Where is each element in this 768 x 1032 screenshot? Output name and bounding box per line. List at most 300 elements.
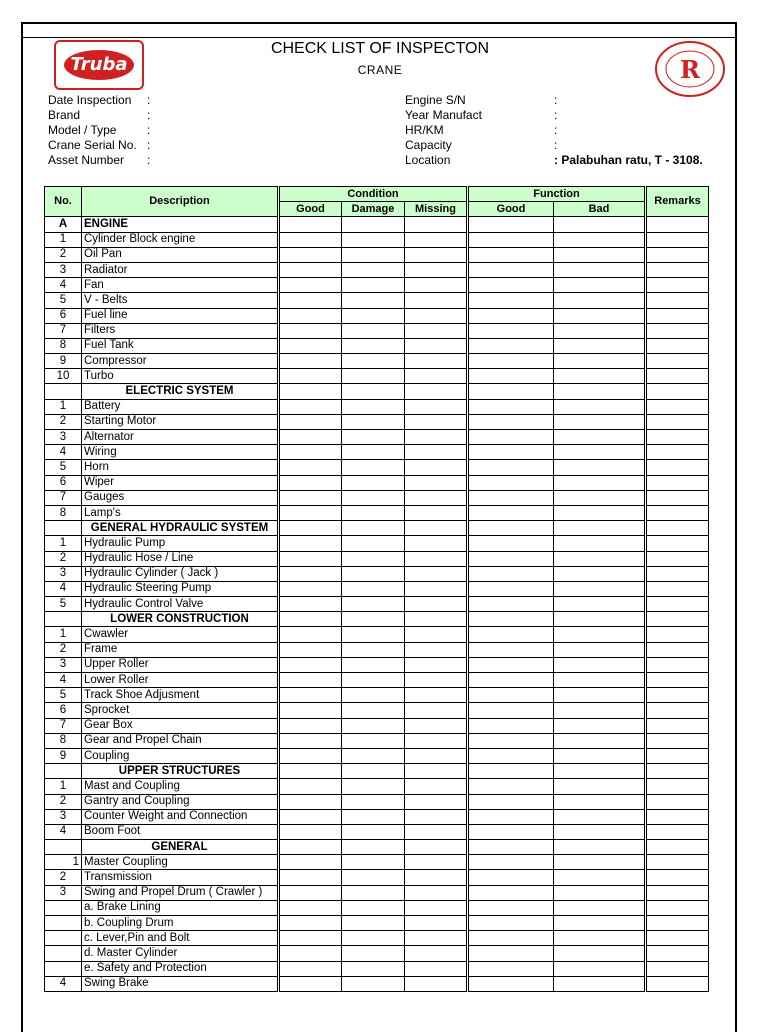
check-cell[interactable]	[280, 475, 342, 490]
check-cell[interactable]	[647, 870, 709, 885]
check-cell[interactable]	[469, 900, 554, 915]
check-cell[interactable]	[342, 900, 405, 915]
check-cell[interactable]	[405, 718, 467, 733]
check-cell[interactable]	[405, 809, 467, 824]
check-cell[interactable]	[469, 384, 554, 399]
check-cell[interactable]	[280, 445, 342, 460]
check-cell[interactable]	[342, 885, 405, 900]
check-cell[interactable]	[554, 718, 645, 733]
check-cell[interactable]	[554, 885, 645, 900]
check-cell[interactable]	[469, 430, 554, 445]
check-cell[interactable]	[647, 323, 709, 338]
check-cell[interactable]	[280, 794, 342, 809]
check-cell[interactable]	[342, 946, 405, 961]
check-cell[interactable]	[469, 551, 554, 566]
check-cell[interactable]	[469, 961, 554, 976]
check-cell[interactable]	[280, 612, 342, 627]
check-cell[interactable]	[342, 566, 405, 581]
check-cell[interactable]	[469, 794, 554, 809]
check-cell[interactable]	[469, 764, 554, 779]
check-cell[interactable]	[280, 931, 342, 946]
check-cell[interactable]	[647, 733, 709, 748]
check-cell[interactable]	[469, 217, 554, 232]
check-cell[interactable]	[280, 384, 342, 399]
check-cell[interactable]	[469, 642, 554, 657]
check-cell[interactable]	[554, 551, 645, 566]
check-cell[interactable]	[342, 976, 405, 991]
check-cell[interactable]	[342, 733, 405, 748]
check-cell[interactable]	[647, 916, 709, 931]
check-cell[interactable]	[405, 779, 467, 794]
check-cell[interactable]	[280, 581, 342, 596]
check-cell[interactable]	[405, 885, 467, 900]
check-cell[interactable]	[405, 581, 467, 596]
check-cell[interactable]	[647, 293, 709, 308]
check-cell[interactable]	[469, 293, 554, 308]
check-cell[interactable]	[342, 475, 405, 490]
check-cell[interactable]	[342, 779, 405, 794]
check-cell[interactable]	[405, 521, 467, 536]
check-cell[interactable]	[647, 946, 709, 961]
check-cell[interactable]	[647, 445, 709, 460]
check-cell[interactable]	[469, 505, 554, 520]
check-cell[interactable]	[647, 308, 709, 323]
check-cell[interactable]	[342, 764, 405, 779]
check-cell[interactable]	[280, 521, 342, 536]
check-cell[interactable]	[647, 414, 709, 429]
check-cell[interactable]	[554, 354, 645, 369]
check-cell[interactable]	[469, 354, 554, 369]
check-cell[interactable]	[280, 779, 342, 794]
check-cell[interactable]	[554, 673, 645, 688]
check-cell[interactable]	[405, 505, 467, 520]
check-cell[interactable]	[405, 840, 467, 855]
check-cell[interactable]	[554, 247, 645, 262]
check-cell[interactable]	[280, 338, 342, 353]
check-cell[interactable]	[280, 885, 342, 900]
check-cell[interactable]	[554, 824, 645, 839]
check-cell[interactable]	[554, 399, 645, 414]
check-cell[interactable]	[469, 597, 554, 612]
check-cell[interactable]	[342, 293, 405, 308]
check-cell[interactable]	[469, 338, 554, 353]
check-cell[interactable]	[469, 703, 554, 718]
check-cell[interactable]	[554, 338, 645, 353]
check-cell[interactable]	[647, 688, 709, 703]
check-cell[interactable]	[342, 414, 405, 429]
check-cell[interactable]	[647, 338, 709, 353]
check-cell[interactable]	[647, 824, 709, 839]
check-cell[interactable]	[280, 597, 342, 612]
check-cell[interactable]	[342, 597, 405, 612]
check-cell[interactable]	[405, 976, 467, 991]
check-cell[interactable]	[342, 536, 405, 551]
check-cell[interactable]	[469, 840, 554, 855]
check-cell[interactable]	[554, 217, 645, 232]
check-cell[interactable]	[647, 885, 709, 900]
check-cell[interactable]	[469, 673, 554, 688]
check-cell[interactable]	[280, 551, 342, 566]
check-cell[interactable]	[554, 688, 645, 703]
check-cell[interactable]	[647, 521, 709, 536]
check-cell[interactable]	[342, 354, 405, 369]
check-cell[interactable]	[342, 399, 405, 414]
check-cell[interactable]	[554, 931, 645, 946]
check-cell[interactable]	[469, 688, 554, 703]
check-cell[interactable]	[280, 217, 342, 232]
check-cell[interactable]	[280, 505, 342, 520]
check-cell[interactable]	[280, 764, 342, 779]
check-cell[interactable]	[554, 657, 645, 672]
check-cell[interactable]	[554, 308, 645, 323]
check-cell[interactable]	[647, 581, 709, 596]
check-cell[interactable]	[342, 931, 405, 946]
check-cell[interactable]	[405, 338, 467, 353]
check-cell[interactable]	[554, 748, 645, 763]
check-cell[interactable]	[554, 870, 645, 885]
check-cell[interactable]	[647, 354, 709, 369]
check-cell[interactable]	[405, 460, 467, 475]
check-cell[interactable]	[280, 430, 342, 445]
check-cell[interactable]	[554, 627, 645, 642]
check-cell[interactable]	[469, 627, 554, 642]
check-cell[interactable]	[405, 278, 467, 293]
check-cell[interactable]	[554, 460, 645, 475]
check-cell[interactable]	[280, 809, 342, 824]
check-cell[interactable]	[342, 748, 405, 763]
check-cell[interactable]	[405, 961, 467, 976]
check-cell[interactable]	[342, 505, 405, 520]
check-cell[interactable]	[405, 308, 467, 323]
check-cell[interactable]	[647, 384, 709, 399]
check-cell[interactable]	[554, 916, 645, 931]
check-cell[interactable]	[342, 551, 405, 566]
check-cell[interactable]	[469, 490, 554, 505]
check-cell[interactable]	[342, 718, 405, 733]
check-cell[interactable]	[647, 475, 709, 490]
check-cell[interactable]	[469, 779, 554, 794]
check-cell[interactable]	[647, 657, 709, 672]
check-cell[interactable]	[647, 673, 709, 688]
check-cell[interactable]	[647, 566, 709, 581]
check-cell[interactable]	[554, 384, 645, 399]
check-cell[interactable]	[647, 430, 709, 445]
check-cell[interactable]	[280, 703, 342, 718]
check-cell[interactable]	[342, 247, 405, 262]
check-cell[interactable]	[554, 278, 645, 293]
check-cell[interactable]	[280, 688, 342, 703]
check-cell[interactable]	[469, 566, 554, 581]
check-cell[interactable]	[342, 688, 405, 703]
check-cell[interactable]	[469, 976, 554, 991]
check-cell[interactable]	[554, 521, 645, 536]
check-cell[interactable]	[280, 323, 342, 338]
check-cell[interactable]	[469, 278, 554, 293]
check-cell[interactable]	[554, 445, 645, 460]
check-cell[interactable]	[342, 217, 405, 232]
check-cell[interactable]	[647, 642, 709, 657]
check-cell[interactable]	[469, 475, 554, 490]
check-cell[interactable]	[554, 703, 645, 718]
check-cell[interactable]	[405, 551, 467, 566]
check-cell[interactable]	[554, 612, 645, 627]
check-cell[interactable]	[280, 824, 342, 839]
check-cell[interactable]	[280, 460, 342, 475]
check-cell[interactable]	[554, 642, 645, 657]
check-cell[interactable]	[280, 566, 342, 581]
check-cell[interactable]	[554, 262, 645, 277]
check-cell[interactable]	[280, 262, 342, 277]
check-cell[interactable]	[554, 536, 645, 551]
check-cell[interactable]	[469, 657, 554, 672]
check-cell[interactable]	[647, 399, 709, 414]
check-cell[interactable]	[554, 414, 645, 429]
check-cell[interactable]	[280, 536, 342, 551]
check-cell[interactable]	[280, 673, 342, 688]
check-cell[interactable]	[469, 855, 554, 870]
check-cell[interactable]	[554, 323, 645, 338]
check-cell[interactable]	[280, 840, 342, 855]
check-cell[interactable]	[469, 232, 554, 247]
check-cell[interactable]	[647, 855, 709, 870]
check-cell[interactable]	[405, 900, 467, 915]
check-cell[interactable]	[647, 794, 709, 809]
check-cell[interactable]	[405, 445, 467, 460]
check-cell[interactable]	[469, 247, 554, 262]
check-cell[interactable]	[469, 581, 554, 596]
check-cell[interactable]	[342, 232, 405, 247]
check-cell[interactable]	[342, 262, 405, 277]
check-cell[interactable]	[280, 870, 342, 885]
check-cell[interactable]	[405, 247, 467, 262]
check-cell[interactable]	[342, 673, 405, 688]
check-cell[interactable]	[280, 399, 342, 414]
check-cell[interactable]	[342, 642, 405, 657]
check-cell[interactable]	[342, 627, 405, 642]
check-cell[interactable]	[342, 430, 405, 445]
check-cell[interactable]	[469, 369, 554, 384]
check-cell[interactable]	[342, 612, 405, 627]
check-cell[interactable]	[280, 718, 342, 733]
check-cell[interactable]	[342, 657, 405, 672]
check-cell[interactable]	[405, 916, 467, 931]
check-cell[interactable]	[554, 961, 645, 976]
check-cell[interactable]	[280, 976, 342, 991]
check-cell[interactable]	[342, 581, 405, 596]
check-cell[interactable]	[469, 885, 554, 900]
check-cell[interactable]	[647, 369, 709, 384]
check-cell[interactable]	[554, 430, 645, 445]
check-cell[interactable]	[280, 855, 342, 870]
check-cell[interactable]	[405, 612, 467, 627]
check-cell[interactable]	[554, 946, 645, 961]
check-cell[interactable]	[280, 414, 342, 429]
check-cell[interactable]	[280, 490, 342, 505]
check-cell[interactable]	[647, 612, 709, 627]
check-cell[interactable]	[647, 931, 709, 946]
check-cell[interactable]	[280, 916, 342, 931]
check-cell[interactable]	[342, 445, 405, 460]
check-cell[interactable]	[554, 369, 645, 384]
check-cell[interactable]	[342, 338, 405, 353]
check-cell[interactable]	[647, 703, 709, 718]
check-cell[interactable]	[405, 688, 467, 703]
check-cell[interactable]	[647, 976, 709, 991]
check-cell[interactable]	[405, 627, 467, 642]
check-cell[interactable]	[342, 809, 405, 824]
check-cell[interactable]	[554, 733, 645, 748]
check-cell[interactable]	[554, 581, 645, 596]
check-cell[interactable]	[405, 733, 467, 748]
check-cell[interactable]	[280, 657, 342, 672]
check-cell[interactable]	[647, 718, 709, 733]
check-cell[interactable]	[280, 946, 342, 961]
check-cell[interactable]	[342, 490, 405, 505]
check-cell[interactable]	[342, 870, 405, 885]
check-cell[interactable]	[469, 399, 554, 414]
check-cell[interactable]	[342, 794, 405, 809]
check-cell[interactable]	[280, 247, 342, 262]
check-cell[interactable]	[405, 703, 467, 718]
check-cell[interactable]	[405, 794, 467, 809]
check-cell[interactable]	[469, 946, 554, 961]
check-cell[interactable]	[469, 748, 554, 763]
check-cell[interactable]	[554, 779, 645, 794]
check-cell[interactable]	[647, 460, 709, 475]
check-cell[interactable]	[342, 278, 405, 293]
check-cell[interactable]	[469, 323, 554, 338]
check-cell[interactable]	[280, 293, 342, 308]
check-cell[interactable]	[405, 354, 467, 369]
check-cell[interactable]	[469, 809, 554, 824]
check-cell[interactable]	[647, 900, 709, 915]
check-cell[interactable]	[469, 536, 554, 551]
check-cell[interactable]	[554, 976, 645, 991]
check-cell[interactable]	[280, 733, 342, 748]
check-cell[interactable]	[469, 308, 554, 323]
check-cell[interactable]	[342, 855, 405, 870]
check-cell[interactable]	[554, 794, 645, 809]
check-cell[interactable]	[405, 946, 467, 961]
check-cell[interactable]	[647, 748, 709, 763]
check-cell[interactable]	[405, 748, 467, 763]
check-cell[interactable]	[280, 900, 342, 915]
check-cell[interactable]	[647, 536, 709, 551]
check-cell[interactable]	[469, 521, 554, 536]
check-cell[interactable]	[405, 870, 467, 885]
check-cell[interactable]	[405, 262, 467, 277]
check-cell[interactable]	[469, 460, 554, 475]
check-cell[interactable]	[405, 293, 467, 308]
check-cell[interactable]	[342, 460, 405, 475]
check-cell[interactable]	[280, 308, 342, 323]
check-cell[interactable]	[342, 323, 405, 338]
check-cell[interactable]	[280, 748, 342, 763]
check-cell[interactable]	[554, 597, 645, 612]
check-cell[interactable]	[469, 870, 554, 885]
check-cell[interactable]	[280, 278, 342, 293]
check-cell[interactable]	[647, 764, 709, 779]
check-cell[interactable]	[280, 642, 342, 657]
check-cell[interactable]	[647, 597, 709, 612]
check-cell[interactable]	[647, 490, 709, 505]
check-cell[interactable]	[280, 961, 342, 976]
check-cell[interactable]	[280, 354, 342, 369]
check-cell[interactable]	[647, 232, 709, 247]
check-cell[interactable]	[469, 931, 554, 946]
check-cell[interactable]	[405, 399, 467, 414]
check-cell[interactable]	[554, 764, 645, 779]
check-cell[interactable]	[405, 566, 467, 581]
check-cell[interactable]	[469, 612, 554, 627]
check-cell[interactable]	[469, 824, 554, 839]
check-cell[interactable]	[647, 840, 709, 855]
check-cell[interactable]	[405, 855, 467, 870]
check-cell[interactable]	[554, 566, 645, 581]
check-cell[interactable]	[469, 262, 554, 277]
check-cell[interactable]	[405, 232, 467, 247]
check-cell[interactable]	[469, 718, 554, 733]
check-cell[interactable]	[342, 369, 405, 384]
check-cell[interactable]	[647, 809, 709, 824]
check-cell[interactable]	[405, 475, 467, 490]
check-cell[interactable]	[647, 961, 709, 976]
check-cell[interactable]	[554, 293, 645, 308]
check-cell[interactable]	[405, 323, 467, 338]
check-cell[interactable]	[342, 916, 405, 931]
check-cell[interactable]	[280, 369, 342, 384]
check-cell[interactable]	[342, 824, 405, 839]
check-cell[interactable]	[469, 445, 554, 460]
check-cell[interactable]	[405, 490, 467, 505]
check-cell[interactable]	[405, 430, 467, 445]
check-cell[interactable]	[647, 779, 709, 794]
check-cell[interactable]	[469, 414, 554, 429]
check-cell[interactable]	[647, 551, 709, 566]
check-cell[interactable]	[405, 597, 467, 612]
check-cell[interactable]	[405, 764, 467, 779]
check-cell[interactable]	[405, 931, 467, 946]
check-cell[interactable]	[554, 855, 645, 870]
check-cell[interactable]	[554, 232, 645, 247]
check-cell[interactable]	[647, 505, 709, 520]
check-cell[interactable]	[342, 840, 405, 855]
check-cell[interactable]	[342, 308, 405, 323]
check-cell[interactable]	[342, 521, 405, 536]
check-cell[interactable]	[280, 232, 342, 247]
check-cell[interactable]	[405, 384, 467, 399]
check-cell[interactable]	[280, 627, 342, 642]
check-cell[interactable]	[405, 642, 467, 657]
check-cell[interactable]	[405, 824, 467, 839]
check-cell[interactable]	[647, 247, 709, 262]
check-cell[interactable]	[554, 809, 645, 824]
check-cell[interactable]	[554, 505, 645, 520]
check-cell[interactable]	[405, 673, 467, 688]
check-cell[interactable]	[647, 217, 709, 232]
check-cell[interactable]	[469, 733, 554, 748]
check-cell[interactable]	[342, 703, 405, 718]
check-cell[interactable]	[647, 278, 709, 293]
check-cell[interactable]	[405, 369, 467, 384]
check-cell[interactable]	[647, 262, 709, 277]
check-cell[interactable]	[647, 627, 709, 642]
check-cell[interactable]	[405, 536, 467, 551]
check-cell[interactable]	[554, 900, 645, 915]
check-cell[interactable]	[405, 217, 467, 232]
check-cell[interactable]	[405, 657, 467, 672]
check-cell[interactable]	[342, 961, 405, 976]
